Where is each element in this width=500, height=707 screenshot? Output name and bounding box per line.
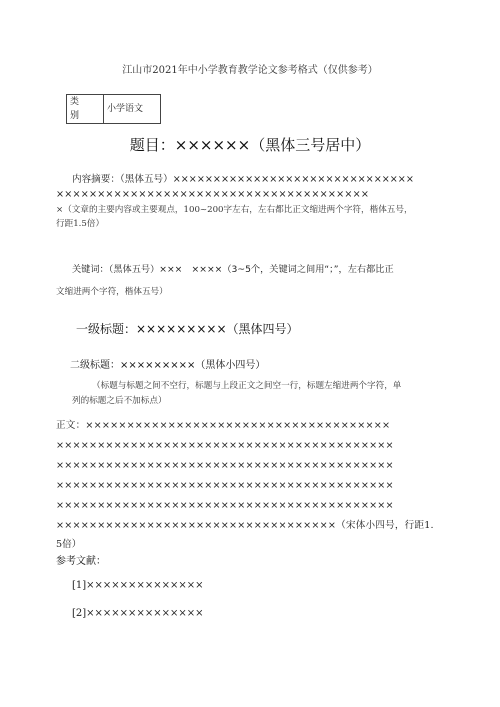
category-table [66,94,161,124]
reference-item: [2]×××××××××××××× [72,608,204,619]
heading-note-line: 列的标题之后不加标点） [72,396,167,406]
category-label: 类 别 [67,95,104,124]
body-text-line: ××××××××××××××××××××××××××××××××××××××××× [56,500,394,511]
body-text-line: ××××××××××××××××××××××××××××××××××××××××× [56,460,394,471]
body-text-line: ××××××××××××××××××××××××××××××××××（宋体小四号，行距1. [56,520,434,531]
abstract-line: 内容摘要：（黑体五号）×××××××××××××××××××××××××××××× [72,174,414,185]
keywords-line: 文缩进两个字符，楷体五号） [56,287,168,297]
heading-level-2: 二级标题：×××××××××（黑体小四号） [70,360,266,371]
paper-title: 题目：××××××（黑体三号居中） [129,136,371,154]
heading-note-line: （标题与标题之间不空行，标题与上段正文之间空一行，标题左缩进两个字符，单 [92,381,402,391]
body-text-line: 正文：××××××××××××××××××××××××××××××××××××× [56,420,391,431]
abstract-line: 行距1.5倍） [56,219,105,229]
category-value: 小学语文 [104,95,161,124]
body-text-line: ××××××××××××××××××××××××××××××××××××××××× [56,440,394,451]
references-title: 参考文献： [56,556,106,567]
abstract-line: ×××××××××××××××××××××××××××××××××××××× [56,189,370,200]
keywords-line: 关键词：（黑体五号）××× ××××（3~5个，关键词之间用“；”，左右都比正 [72,264,394,275]
document-header: 江山市2021年中小学教育教学论文参考格式（仅供参考） [122,65,378,76]
abstract-line: ×（文章的主要内容或主要观点，100~200字左右，左右都比正文缩进两个字符，楷体五号， [56,205,413,215]
reference-item: [1]×××××××××××××× [72,580,204,591]
body-text-line: 5倍） [56,539,82,550]
body-text-line: ××××××××××××××××××××××××××××××××××××××××× [56,480,394,491]
heading-level-1: 一级标题：×××××××××（黑体四号） [76,322,299,336]
